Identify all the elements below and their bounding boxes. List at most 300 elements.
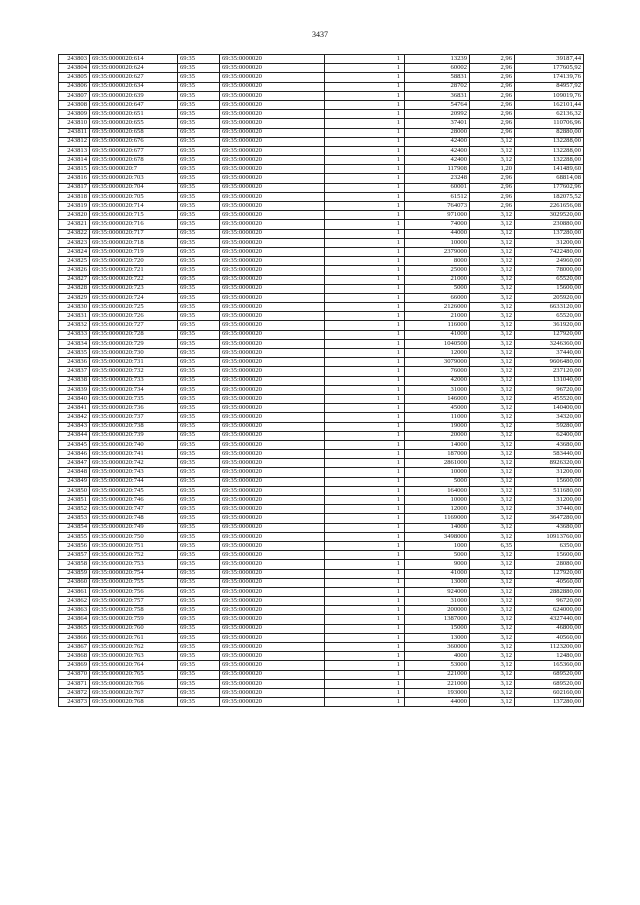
- rate-cell: 3,12: [470, 413, 515, 422]
- region-code: 69:35: [178, 688, 220, 697]
- region-code: 69:35: [178, 661, 220, 670]
- area-cell: 60002: [405, 64, 470, 73]
- row-number: 243837: [59, 367, 90, 376]
- row-number: 243849: [59, 477, 90, 486]
- quarter-code: 69:35:0000020: [220, 293, 325, 302]
- table-row: [59, 339, 584, 348]
- quarter-code: 69:35:0000020: [220, 192, 325, 201]
- count-cell: 1: [325, 128, 405, 137]
- rate-cell: 3,12: [470, 376, 515, 385]
- quarter-code: 69:35:0000020: [220, 615, 325, 624]
- region-code: 69:35: [178, 413, 220, 422]
- row-number: 243813: [59, 146, 90, 155]
- area-cell: 42000: [405, 376, 470, 385]
- region-code: 69:35: [178, 192, 220, 201]
- row-number: 243807: [59, 91, 90, 100]
- value-cell: 31200,00: [515, 238, 584, 247]
- table-row: [59, 532, 584, 541]
- row-number: 243845: [59, 440, 90, 449]
- rate-cell: 2,96: [470, 64, 515, 73]
- table-row: [59, 119, 584, 128]
- row-number: 243835: [59, 349, 90, 358]
- count-cell: 1: [325, 404, 405, 413]
- region-code: 69:35: [178, 578, 220, 587]
- row-number: 243834: [59, 339, 90, 348]
- count-cell: 1: [325, 339, 405, 348]
- rate-cell: 3,12: [470, 606, 515, 615]
- row-number: 243866: [59, 633, 90, 642]
- quarter-code: 69:35:0000020: [220, 202, 325, 211]
- cadastral-number: 69:35:0000020:768: [90, 698, 178, 707]
- table-row: [59, 284, 584, 293]
- table-row: [59, 624, 584, 633]
- value-cell: 84957,92: [515, 82, 584, 91]
- region-code: 69:35: [178, 523, 220, 532]
- table-row: [59, 597, 584, 606]
- quarter-code: 69:35:0000020: [220, 339, 325, 348]
- value-cell: 34320,00: [515, 413, 584, 422]
- rate-cell: 3,12: [470, 578, 515, 587]
- region-code: 69:35: [178, 55, 220, 64]
- count-cell: 1: [325, 284, 405, 293]
- table-row: [59, 349, 584, 358]
- cadastral-number: 69:35:0000020:747: [90, 505, 178, 514]
- value-cell: 12480,00: [515, 652, 584, 661]
- row-number: 243815: [59, 165, 90, 174]
- row-number: 243810: [59, 119, 90, 128]
- value-cell: 31200,00: [515, 496, 584, 505]
- area-cell: 42400: [405, 137, 470, 146]
- count-cell: 1: [325, 578, 405, 587]
- quarter-code: 69:35:0000020: [220, 486, 325, 495]
- row-number: 243871: [59, 679, 90, 688]
- count-cell: 1: [325, 560, 405, 569]
- value-cell: 3246360,00: [515, 339, 584, 348]
- count-cell: 1: [325, 220, 405, 229]
- quarter-code: 69:35:0000020: [220, 385, 325, 394]
- area-cell: 28702: [405, 82, 470, 91]
- count-cell: 1: [325, 247, 405, 256]
- row-number: 243863: [59, 606, 90, 615]
- count-cell: 1: [325, 661, 405, 670]
- area-cell: 1000: [405, 541, 470, 550]
- cadastral-number: 69:35:0000020:714: [90, 202, 178, 211]
- count-cell: 1: [325, 229, 405, 238]
- value-cell: 24960,00: [515, 257, 584, 266]
- quarter-code: 69:35:0000020: [220, 174, 325, 183]
- count-cell: 1: [325, 385, 405, 394]
- table-row: [59, 165, 584, 174]
- area-cell: 19000: [405, 422, 470, 431]
- region-code: 69:35: [178, 247, 220, 256]
- value-cell: 165360,00: [515, 661, 584, 670]
- area-cell: 54764: [405, 100, 470, 109]
- region-code: 69:35: [178, 385, 220, 394]
- table-row: [59, 551, 584, 560]
- region-code: 69:35: [178, 431, 220, 440]
- table-row: [59, 496, 584, 505]
- cadastral-number: 69:35:0000020:614: [90, 55, 178, 64]
- table-row: [59, 128, 584, 137]
- cadastral-number: 69:35:0000020:639: [90, 91, 178, 100]
- cadastral-table: [58, 54, 584, 707]
- count-cell: 1: [325, 55, 405, 64]
- value-cell: 15600,00: [515, 284, 584, 293]
- region-code: 69:35: [178, 91, 220, 100]
- rate-cell: 3,12: [470, 569, 515, 578]
- region-code: 69:35: [178, 633, 220, 642]
- rate-cell: 2,96: [470, 55, 515, 64]
- count-cell: 1: [325, 266, 405, 275]
- cadastral-number: 69:35:0000020:762: [90, 643, 178, 652]
- rate-cell: 3,12: [470, 238, 515, 247]
- cadastral-number: 69:35:0000020:754: [90, 569, 178, 578]
- value-cell: 455520,00: [515, 394, 584, 403]
- table-row: [59, 633, 584, 642]
- table-row: [59, 55, 584, 64]
- count-cell: 1: [325, 440, 405, 449]
- region-code: 69:35: [178, 624, 220, 633]
- rate-cell: 3,12: [470, 523, 515, 532]
- count-cell: 1: [325, 367, 405, 376]
- rate-cell: 3,12: [470, 146, 515, 155]
- region-code: 69:35: [178, 505, 220, 514]
- value-cell: 65520,00: [515, 275, 584, 284]
- table-row: [59, 229, 584, 238]
- table-row: [59, 643, 584, 652]
- rate-cell: 2,96: [470, 110, 515, 119]
- rate-cell: 2,96: [470, 202, 515, 211]
- row-number: 243856: [59, 541, 90, 550]
- rate-cell: 3,12: [470, 624, 515, 633]
- table-row: [59, 459, 584, 468]
- cadastral-number: 69:35:0000020:678: [90, 156, 178, 165]
- row-number: 243811: [59, 128, 90, 137]
- cadastral-number: 69:35:0000020:740: [90, 440, 178, 449]
- quarter-code: 69:35:0000020: [220, 532, 325, 541]
- quarter-code: 69:35:0000020: [220, 266, 325, 275]
- quarter-code: 69:35:0000020: [220, 146, 325, 155]
- cadastral-number: 69:35:0000020:726: [90, 312, 178, 321]
- row-number: 243867: [59, 643, 90, 652]
- cadastral-number: 69:35:0000020:761: [90, 633, 178, 642]
- rate-cell: 3,12: [470, 266, 515, 275]
- rate-cell: 3,12: [470, 367, 515, 376]
- value-cell: 141489,60: [515, 165, 584, 174]
- cadastral-number: 69:35:0000020:758: [90, 606, 178, 615]
- count-cell: 1: [325, 422, 405, 431]
- area-cell: 360000: [405, 643, 470, 652]
- table-row: [59, 146, 584, 155]
- cadastral-number: 69:35:0000020:736: [90, 404, 178, 413]
- count-cell: 1: [325, 413, 405, 422]
- row-number: 243820: [59, 211, 90, 220]
- row-number: 243824: [59, 247, 90, 256]
- quarter-code: 69:35:0000020: [220, 82, 325, 91]
- table-row: [59, 211, 584, 220]
- area-cell: 66000: [405, 293, 470, 302]
- rate-cell: 3,12: [470, 321, 515, 330]
- area-cell: 187000: [405, 450, 470, 459]
- region-code: 69:35: [178, 367, 220, 376]
- area-cell: 44000: [405, 229, 470, 238]
- quarter-code: 69:35:0000020: [220, 321, 325, 330]
- row-number: 243843: [59, 422, 90, 431]
- area-cell: 8000: [405, 257, 470, 266]
- cadastral-number: 69:35:0000020:647: [90, 100, 178, 109]
- value-cell: 237120,00: [515, 367, 584, 376]
- quarter-code: 69:35:0000020: [220, 606, 325, 615]
- area-cell: 13000: [405, 633, 470, 642]
- row-number: 243812: [59, 137, 90, 146]
- area-cell: 3498000: [405, 532, 470, 541]
- count-cell: 1: [325, 496, 405, 505]
- quarter-code: 69:35:0000020: [220, 643, 325, 652]
- quarter-code: 69:35:0000020: [220, 560, 325, 569]
- row-number: 243859: [59, 569, 90, 578]
- row-number: 243852: [59, 505, 90, 514]
- region-code: 69:35: [178, 128, 220, 137]
- count-cell: 1: [325, 275, 405, 284]
- cadastral-number: 69:35:0000020:764: [90, 661, 178, 670]
- count-cell: 1: [325, 615, 405, 624]
- row-number: 243832: [59, 321, 90, 330]
- area-cell: 12000: [405, 505, 470, 514]
- region-code: 69:35: [178, 165, 220, 174]
- count-cell: 1: [325, 679, 405, 688]
- row-number: 243873: [59, 698, 90, 707]
- table-row: [59, 587, 584, 596]
- value-cell: 127920,00: [515, 569, 584, 578]
- row-number: 243817: [59, 183, 90, 192]
- value-cell: 2261656,08: [515, 202, 584, 211]
- table-row: [59, 468, 584, 477]
- table-row: [59, 422, 584, 431]
- count-cell: 1: [325, 505, 405, 514]
- area-cell: 1040500: [405, 339, 470, 348]
- cadastral-number: 69:35:0000020:651: [90, 110, 178, 119]
- area-cell: 45000: [405, 404, 470, 413]
- quarter-code: 69:35:0000020: [220, 670, 325, 679]
- table-row: [59, 275, 584, 284]
- cadastral-number: 69:35:0000020:753: [90, 560, 178, 569]
- region-code: 69:35: [178, 358, 220, 367]
- region-code: 69:35: [178, 146, 220, 155]
- area-cell: 28000: [405, 128, 470, 137]
- row-number: 243850: [59, 486, 90, 495]
- table-row: [59, 330, 584, 339]
- cadastral-number: 69:35:0000020:745: [90, 486, 178, 495]
- count-cell: 1: [325, 110, 405, 119]
- count-cell: 1: [325, 303, 405, 312]
- cadastral-number: 69:35:0000020:676: [90, 137, 178, 146]
- table-row: [59, 661, 584, 670]
- value-cell: 68814,08: [515, 174, 584, 183]
- region-code: 69:35: [178, 339, 220, 348]
- cadastral-number: 69:35:0000020:627: [90, 73, 178, 82]
- region-code: 69:35: [178, 349, 220, 358]
- row-number: 243858: [59, 560, 90, 569]
- cadastral-number: 69:35:0000020:739: [90, 431, 178, 440]
- row-number: 243868: [59, 652, 90, 661]
- value-cell: 177605,92: [515, 64, 584, 73]
- cadastral-number: 69:35:0000020:757: [90, 597, 178, 606]
- count-cell: 1: [325, 312, 405, 321]
- area-cell: 924000: [405, 587, 470, 596]
- row-number: 243819: [59, 202, 90, 211]
- value-cell: 174139,76: [515, 73, 584, 82]
- value-cell: 43680,00: [515, 523, 584, 532]
- rate-cell: 3,12: [470, 339, 515, 348]
- rate-cell: 3,12: [470, 688, 515, 697]
- table-row: [59, 367, 584, 376]
- region-code: 69:35: [178, 404, 220, 413]
- region-code: 69:35: [178, 293, 220, 302]
- count-cell: 1: [325, 431, 405, 440]
- table-row: [59, 679, 584, 688]
- area-cell: 9000: [405, 560, 470, 569]
- region-code: 69:35: [178, 330, 220, 339]
- cadastral-number: 69:35:0000020:719: [90, 247, 178, 256]
- quarter-code: 69:35:0000020: [220, 523, 325, 532]
- cadastral-number: 69:35:0000020:729: [90, 339, 178, 348]
- region-code: 69:35: [178, 174, 220, 183]
- area-cell: 61512: [405, 192, 470, 201]
- rate-cell: 3,12: [470, 505, 515, 514]
- region-code: 69:35: [178, 551, 220, 560]
- area-cell: 31000: [405, 597, 470, 606]
- area-cell: 25000: [405, 266, 470, 275]
- rate-cell: 3,12: [470, 643, 515, 652]
- count-cell: 1: [325, 541, 405, 550]
- area-cell: 1169000: [405, 514, 470, 523]
- region-code: 69:35: [178, 422, 220, 431]
- cadastral-number: 69:35:0000020:730: [90, 349, 178, 358]
- cadastral-number: 69:35:0000020:655: [90, 119, 178, 128]
- count-cell: 1: [325, 293, 405, 302]
- area-cell: 76000: [405, 367, 470, 376]
- cadastral-number: 69:35:0000020:750: [90, 532, 178, 541]
- value-cell: 28080,00: [515, 560, 584, 569]
- cadastral-number: 69:35:0000020:756: [90, 587, 178, 596]
- table-row: [59, 688, 584, 697]
- table-row: [59, 514, 584, 523]
- count-cell: 1: [325, 698, 405, 707]
- area-cell: 5000: [405, 551, 470, 560]
- region-code: 69:35: [178, 376, 220, 385]
- rate-cell: 1,20: [470, 165, 515, 174]
- quarter-code: 69:35:0000020: [220, 450, 325, 459]
- rate-cell: 3,12: [470, 514, 515, 523]
- row-number: 243822: [59, 229, 90, 238]
- row-number: 243861: [59, 587, 90, 596]
- region-code: 69:35: [178, 569, 220, 578]
- cadastral-number: 69:35:0000020:763: [90, 652, 178, 661]
- region-code: 69:35: [178, 73, 220, 82]
- quarter-code: 69:35:0000020: [220, 275, 325, 284]
- region-code: 69:35: [178, 532, 220, 541]
- area-cell: 58831: [405, 73, 470, 82]
- rate-cell: 3,12: [470, 698, 515, 707]
- row-number: 243804: [59, 64, 90, 73]
- row-number: 243841: [59, 404, 90, 413]
- row-number: 243825: [59, 257, 90, 266]
- quarter-code: 69:35:0000020: [220, 468, 325, 477]
- rate-cell: 3,12: [470, 560, 515, 569]
- row-number: 243862: [59, 597, 90, 606]
- table-row: [59, 312, 584, 321]
- region-code: 69:35: [178, 156, 220, 165]
- table-row: [59, 477, 584, 486]
- count-cell: 1: [325, 606, 405, 615]
- cadastral-number: 69:35:0000020:743: [90, 468, 178, 477]
- value-cell: 46800,00: [515, 624, 584, 633]
- rate-cell: 3,12: [470, 661, 515, 670]
- region-code: 69:35: [178, 312, 220, 321]
- count-cell: 1: [325, 652, 405, 661]
- area-cell: 1387000: [405, 615, 470, 624]
- rate-cell: 3,12: [470, 385, 515, 394]
- region-code: 69:35: [178, 394, 220, 403]
- region-code: 69:35: [178, 238, 220, 247]
- quarter-code: 69:35:0000020: [220, 64, 325, 73]
- count-cell: 1: [325, 624, 405, 633]
- value-cell: 2882880,00: [515, 587, 584, 596]
- value-cell: 689520,00: [515, 679, 584, 688]
- area-cell: 74000: [405, 220, 470, 229]
- quarter-code: 69:35:0000020: [220, 165, 325, 174]
- table-row: [59, 560, 584, 569]
- area-cell: 42400: [405, 146, 470, 155]
- row-number: 243854: [59, 523, 90, 532]
- area-cell: 164000: [405, 486, 470, 495]
- rate-cell: 3,12: [470, 257, 515, 266]
- region-code: 69:35: [178, 450, 220, 459]
- region-code: 69:35: [178, 486, 220, 495]
- area-cell: 193000: [405, 688, 470, 697]
- cadastral-number: 69:35:0000020:748: [90, 514, 178, 523]
- area-cell: 11000: [405, 413, 470, 422]
- area-cell: 41000: [405, 330, 470, 339]
- rate-cell: 2,96: [470, 91, 515, 100]
- table-row: [59, 321, 584, 330]
- area-cell: 23248: [405, 174, 470, 183]
- row-number: 243826: [59, 266, 90, 275]
- quarter-code: 69:35:0000020: [220, 284, 325, 293]
- rate-cell: 2,96: [470, 192, 515, 201]
- rate-cell: 3,12: [470, 633, 515, 642]
- rate-cell: 3,12: [470, 468, 515, 477]
- rate-cell: 3,12: [470, 156, 515, 165]
- row-number: 243860: [59, 578, 90, 587]
- table-row: [59, 73, 584, 82]
- quarter-code: 69:35:0000020: [220, 238, 325, 247]
- table-row: [59, 698, 584, 707]
- area-cell: 37401: [405, 119, 470, 128]
- cadastral-number: 69:35:0000020:720: [90, 257, 178, 266]
- cadastral-number: 69:35:0000020:765: [90, 670, 178, 679]
- region-code: 69:35: [178, 321, 220, 330]
- region-code: 69:35: [178, 587, 220, 596]
- region-code: 69:35: [178, 514, 220, 523]
- region-code: 69:35: [178, 496, 220, 505]
- quarter-code: 69:35:0000020: [220, 496, 325, 505]
- rate-cell: 3,12: [470, 477, 515, 486]
- area-cell: 4000: [405, 652, 470, 661]
- count-cell: 1: [325, 349, 405, 358]
- quarter-code: 69:35:0000020: [220, 431, 325, 440]
- rate-cell: 3,12: [470, 330, 515, 339]
